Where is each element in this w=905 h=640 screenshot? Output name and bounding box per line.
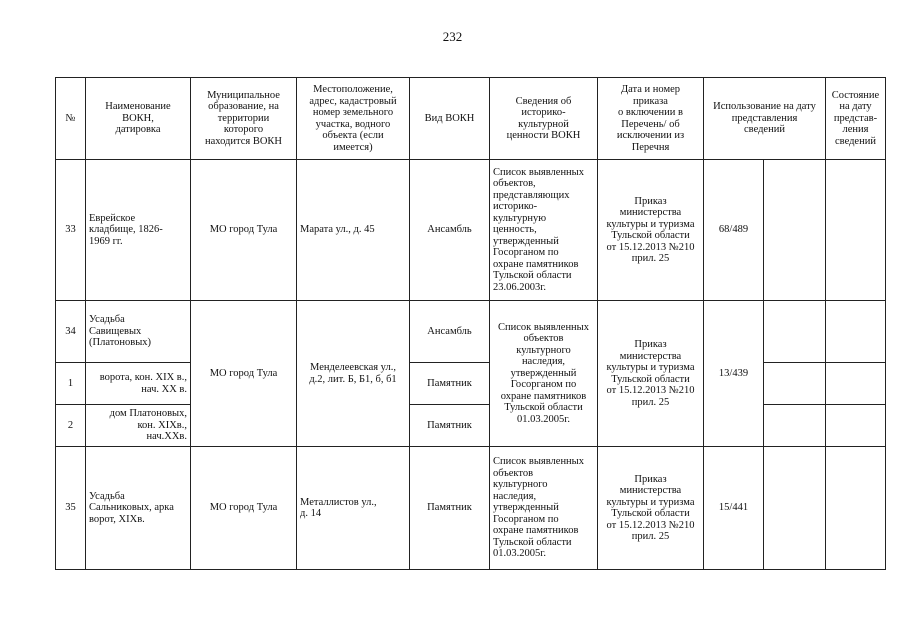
usage-extra xyxy=(764,447,826,570)
order-info: Приказ министерства культуры и туризма Тульской области от 15.12.2013 №210 прил. 25 xyxy=(598,301,704,447)
heritage-registry-table xyxy=(55,77,886,570)
usage: 68/489 xyxy=(704,160,764,301)
location: Марата ул., д. 45 xyxy=(297,160,410,301)
header-name: Наименование ВОКН, датировка xyxy=(86,78,191,160)
header-info: Сведения об историко- культурной ценности ВОКН xyxy=(490,78,598,160)
value-info: Список выявленных объектов культурного наследия, утвержденный Госорганом по охране памятников Тульской области 01.03.2005г. xyxy=(490,301,598,447)
object-kind: Памятник xyxy=(410,363,490,405)
header-usage: Использование на дату представления сведений xyxy=(704,78,826,160)
header-row xyxy=(56,78,886,160)
object-kind: Ансамбль xyxy=(410,160,490,301)
object-kind: Памятник xyxy=(410,447,490,570)
row-num: 2 xyxy=(56,405,86,447)
value-info: Список выявленных объектов культурного наследия, утвержденный Госорганом по охране памятников Тульской области 01.03.2005г. xyxy=(490,447,598,570)
row-num: 33 xyxy=(56,160,86,301)
usage-extra xyxy=(764,160,826,301)
object-name: Усадьба Сальниковых, арка ворот, XIXв. xyxy=(86,447,191,570)
municipality: МО город Тула xyxy=(191,301,297,447)
object-name: ворота, кон. XIX в., нач. XX в. xyxy=(86,363,191,405)
municipality: МО город Тула xyxy=(191,447,297,570)
header-num: № xyxy=(56,78,86,160)
order-info: Приказ министерства культуры и туризма Тульской области от 15.12.2013 №210 прил. 25 xyxy=(598,160,704,301)
municipality: МО город Тула xyxy=(191,160,297,301)
object-name: Еврейское кладбище, 1826- 1969 гг. xyxy=(86,160,191,301)
row-num: 1 xyxy=(56,363,86,405)
page-number: 232 xyxy=(442,29,463,44)
usage: 13/439 xyxy=(704,301,764,447)
location: Менделеевская ул., д.2, лит. Б, Б1, б, б1 xyxy=(297,301,410,447)
table-row xyxy=(56,160,886,301)
table-row xyxy=(56,447,886,570)
usage-extra xyxy=(764,405,826,447)
header-municipality: Муниципальное образование, на территории которого находится ВОКН xyxy=(191,78,297,160)
state xyxy=(826,405,886,447)
object-name: дом Платоновых, кон. XIXв., нач.XXв. xyxy=(86,405,191,447)
location: Металлистов ул., д. 14 xyxy=(297,447,410,570)
header-order: Дата и номер приказа о включении в Перечень/ об исключении из Перечня xyxy=(598,78,704,160)
object-name: Усадьба Савищевых (Платоновых) xyxy=(86,301,191,363)
state xyxy=(826,447,886,570)
state xyxy=(826,160,886,301)
state xyxy=(826,301,886,363)
object-kind: Памятник xyxy=(410,405,490,447)
state xyxy=(826,363,886,405)
usage-extra xyxy=(764,301,826,363)
usage: 15/441 xyxy=(704,447,764,570)
object-kind: Ансамбль xyxy=(410,301,490,363)
header-kind: Вид ВОКН xyxy=(410,78,490,160)
table-row xyxy=(56,301,886,363)
header-location: Местоположение, адрес, кадастровый номер земельного участка, водного объекта (если имеется) xyxy=(297,78,410,160)
row-num: 34 xyxy=(56,301,86,363)
header-state: Состояние на дату представ- ления сведений xyxy=(826,78,886,160)
row-num: 35 xyxy=(56,447,86,570)
usage-extra xyxy=(764,363,826,405)
value-info: Список выявленных объектов, представляющих историко- культурную ценность, утвержденный Госорганом по охране памятников Тульской области 23.06.2003г. xyxy=(490,160,598,301)
order-info: Приказ министерства культуры и туризма Тульской области от 15.12.2013 №210 прил. 25 xyxy=(598,447,704,570)
